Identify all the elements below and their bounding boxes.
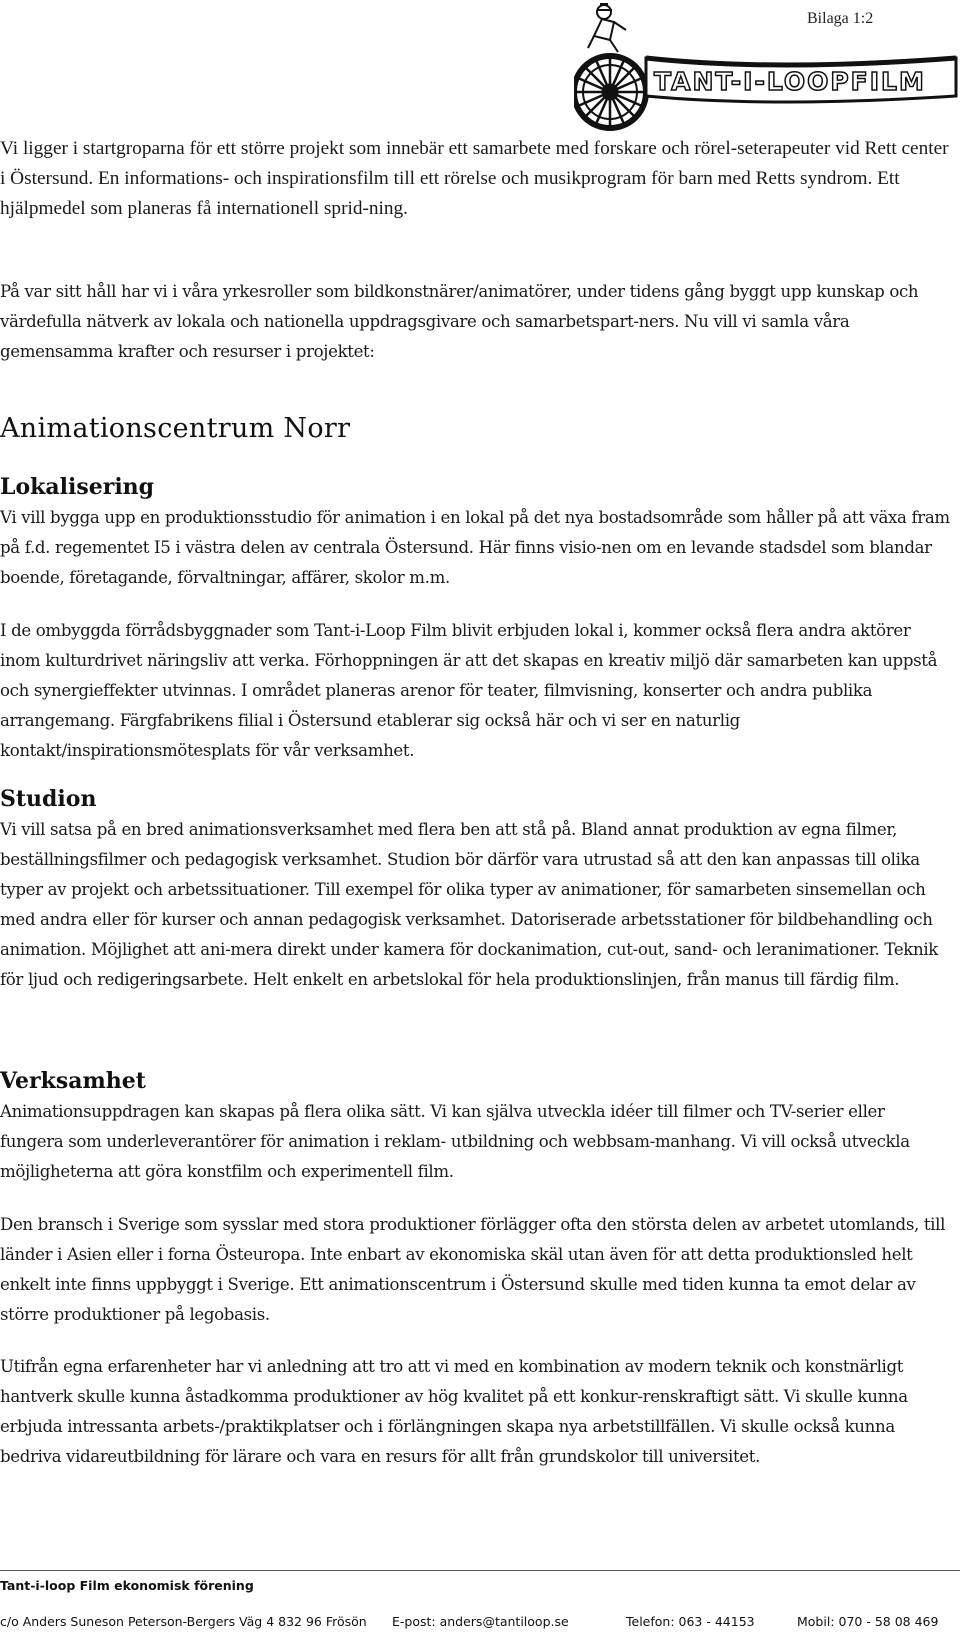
footer-divider bbox=[0, 1570, 960, 1571]
tant-i-loop-logo bbox=[574, 0, 960, 132]
intro-paragraph-1: Vi ligger i startgroparna för ett större projekt som innebär ett samarbete med forskare och rörel-seterapeuter vid Rett center i Östersund. En informations- och inspirationsfilm till ett rörelse och musikprogram för barn med Retts syndrom. Ett hjälpmedel som planeras få internationell sprid-ning. bbox=[0, 138, 949, 219]
lokalisering-paragraph-2: I de ombyggda förrådsbyggnader som Tant-i-Loop Film blivit erbjuden lokal i, kommer också flera andra aktörer inom kulturdrivet näringsliv att verka. Förhoppningen är att det skapas en kreativ miljö där samarbeten kan uppstå och synergieffekter utvinnas. I området planeras arenor för teater, filmvisning, konserter och andra publika arrangemang. Färgfabrikens filial i Östersund etablerar sig också här och vi ser en naturlig kontakt/inspirationsmötesplats för vår verksamhet. bbox=[0, 621, 938, 760]
studion-paragraph-1: Vi vill satsa på en bred animationsverksamhet med flera ben att stå på. Bland annat produktion av egna filmer, beställningsfilmer och pedagogisk verksamhet. Studion bör därför vara utrustad så att den kan anpassas till olika typer av projekt och arbetssituationer. Till exempel för olika typer av animationer, för samarbeten sinsemellan och med andra eller för kurser och annan pedagogisk verksamhet. Datoriserade arbetsstationer för bildbehandling och animation. Möjlighet att ani-mera direkt under kamera för dockanimation, cut-out, sand- och leranimationer. Teknik för ljud och redigeringsarbete. Helt enkelt en arbetslokal för hela produktionslinjen, från manus till färdig film. bbox=[0, 820, 939, 989]
heading-verksamhet: Verksamhet bbox=[0, 1068, 146, 1094]
logo-wordmark: TANT-I-LOOPFILM bbox=[654, 67, 926, 96]
heading-lokalisering: Lokalisering bbox=[0, 474, 155, 500]
footer-phone: Telefon: 063 - 44153 bbox=[626, 1614, 755, 1629]
intro-paragraph-2: På var sitt håll har vi i våra yrkesroller som bildkonstnärer/animatörer, under tidens gång byggt upp kunskap och värdefulla nätverk av lokala och nationella uppdragsgivare och samarbetspart-ners. Nu vill vi samla våra gemensamma krafter och resurser i projektet: bbox=[0, 282, 919, 361]
verksamhet-paragraph-1: Animationsuppdragen kan skapas på flera olika sätt. Vi kan själva utveckla idéer till filmer och TV-serier eller fungera som underleverantörer för animation i reklam- utbildning och webbsam-manhang. Vi vill också utveckla möjligheterna att göra konstfilm och experimentell film. bbox=[0, 1102, 910, 1181]
verksamhet-paragraph-2: Den bransch i Sverige som sysslar med stora produktioner förlägger ofta den största delen av arbetet utomlands, till länder i Asien eller i forna Östeuropa. Inte enbart av ekonomiska skäl utan även för att detta produktionsled helt enkelt inte finns uppbyggt i Sverige. Ett animationscentrum i Östersund skulle med tiden kunna ta emot delar av större produktioner på legobasis. bbox=[0, 1215, 946, 1324]
heading-studion: Studion bbox=[0, 786, 97, 812]
footer-email[interactable]: E-post: anders@tantiloop.se bbox=[392, 1614, 569, 1629]
verksamhet-paragraph-3: Utifrån egna erfarenheter har vi anledning att tro att vi med en kombination av modern teknik och konstnärligt hantverk skulle kunna åstadkomma produktioner av hög kvalitet på ett konkur-renskraftigt sätt. Vi skulle kunna erbjuda intressanta arbets-/praktikplatser och i förlängningen skapa nya arbetstillfällen. Vi skulle också kunna bedriva vidareutbildning för lärare och vara en resurs för allt från grundskolor till universitet. bbox=[0, 1357, 908, 1466]
page-title: Animationscentrum Norr bbox=[0, 413, 351, 444]
lokalisering-paragraph-1: Vi vill bygga upp en produktionsstudio för animation i en lokal på det nya bostadsområde som håller på att växa fram på f.d. regementet I5 i västra delen av centrala Östersund. Här finns visio-nen om en levande stadsdel som blandar boende, företagande, förvaltningar, affärer, skolor m.m. bbox=[0, 508, 950, 587]
attachment-label: Bilaga 1:2 bbox=[807, 10, 874, 27]
footer-mobile: Mobil: 070 - 58 08 469 bbox=[797, 1614, 939, 1629]
footer-organization: Tant-i-loop Film ekonomisk förening bbox=[0, 1578, 254, 1593]
footer-address: c/o Anders Suneson Peterson-Bergers Väg 4 832 96 Frösön bbox=[0, 1614, 367, 1629]
